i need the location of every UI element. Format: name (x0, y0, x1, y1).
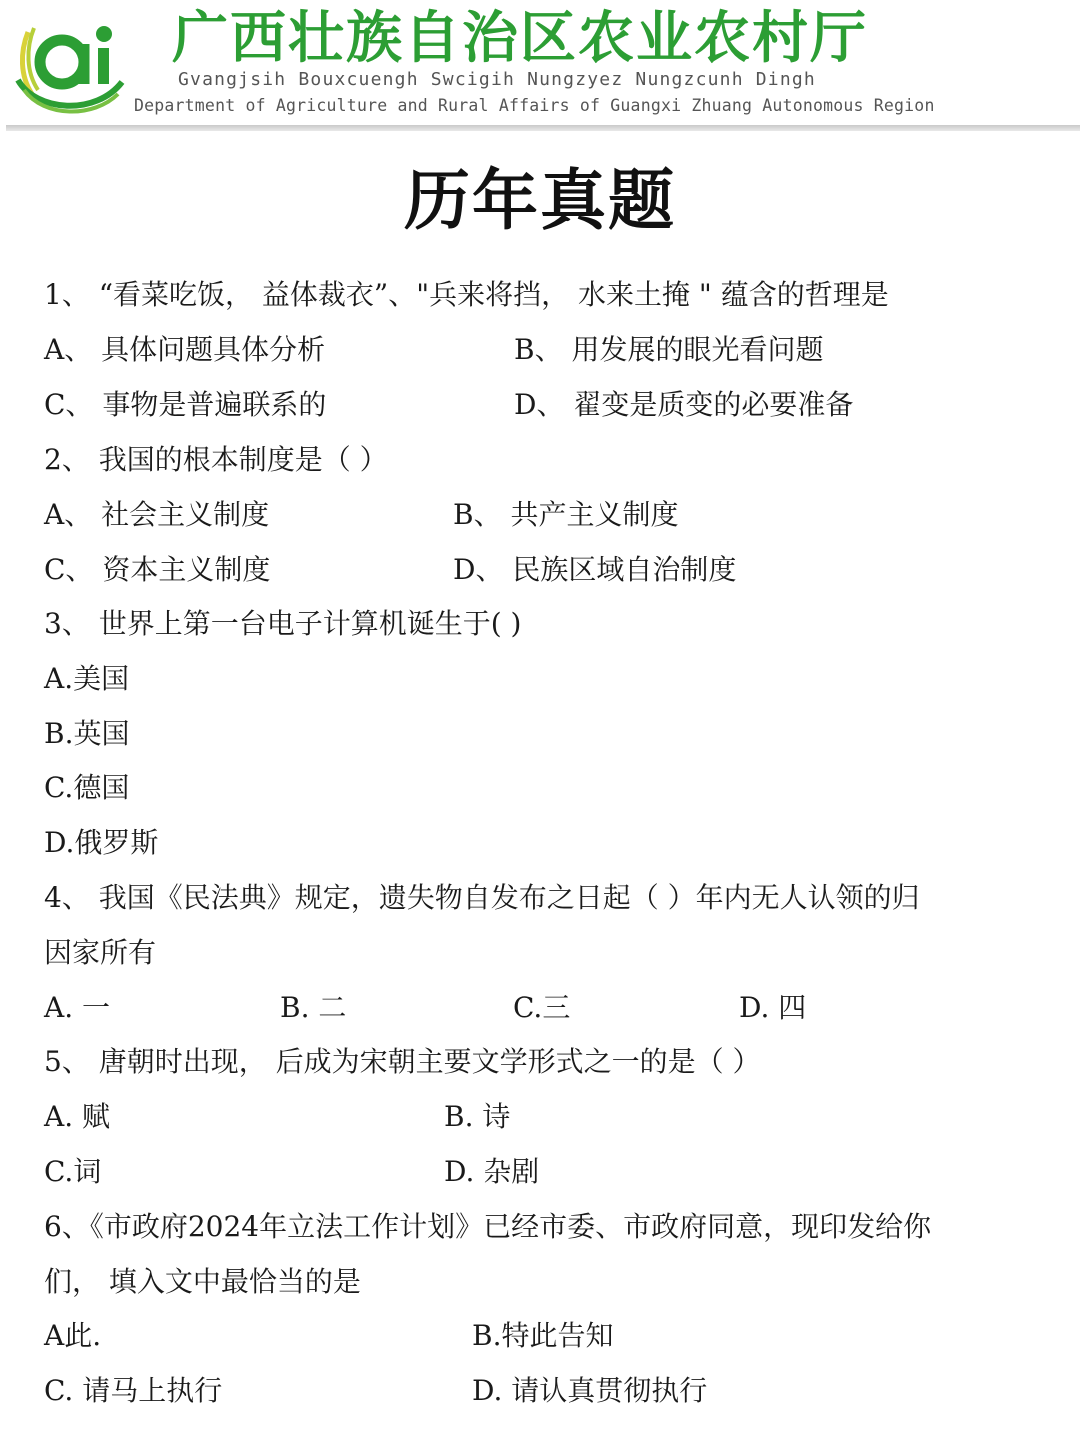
org-name-chinese: 广西壮族自治区农业农村厅 (172, 6, 868, 71)
header-divider (6, 125, 1080, 131)
question-6-text-continued: 们， 填入文中最恰当的是 (44, 1265, 361, 1298)
question-5-option-b: B. 诗 (444, 1100, 511, 1133)
question-1-text: 1、 “看菜吃饭， 益体裁衣”、"兵来将挡， 水来土掩 " 蕴含的哲理是 (44, 278, 889, 311)
question-2-option-b: B、 共产主义制度 (453, 498, 679, 531)
question-2-text: 2、 我国的根本制度是（ ） (44, 443, 388, 476)
org-name-zhuang: Gvangjsih Bouxcuengh Swcigih Nungzyez Nungzcunh Dingh (178, 69, 816, 90)
page-title: 历年真题 (404, 161, 676, 239)
question-2-option-d: D、 民族区域自治制度 (453, 553, 737, 586)
question-4-text-continued: 因家所有 (44, 936, 157, 969)
question-5-option-a: A. 赋 (44, 1100, 111, 1133)
question-5-text: 5、 唐朝时出现， 后成为宋朝主要文学形式之一的是（ ） (44, 1045, 761, 1078)
question-4-text: 4、 我国《民法典》规定，遗失物自发布之日起（ ）年内无人认领的归 (44, 881, 920, 914)
question-1-option-c: C、 事物是普遍联系的 (44, 388, 327, 421)
question-6-option-b: B.特此告知 (472, 1319, 614, 1352)
question-4-option-d: D. 四 (739, 991, 807, 1024)
question-3-option-c: C.德国 (44, 771, 130, 804)
question-4-option-a: A. 一 (44, 991, 111, 1024)
question-2-option-a: A、 社会主义制度 (44, 498, 270, 531)
question-3-text: 3、 世界上第一台电子计算机诞生于( ) (44, 607, 522, 640)
question-2-option-c: C、 资本主义制度 (44, 553, 271, 586)
question-4-option-c: C.三 (513, 991, 571, 1024)
question-3-option-b: B.英国 (44, 717, 130, 750)
question-5-option-d: D. 杂剧 (444, 1155, 540, 1188)
question-6-option-a: A此. (44, 1319, 102, 1352)
question-1-option-a: A、 具体问题具体分析 (44, 333, 326, 366)
question-6-option-c: C. 请马上执行 (44, 1374, 223, 1407)
question-4-option-b: B. 二 (280, 991, 347, 1024)
site-header (0, 0, 1080, 128)
question-6-option-d: D. 请认真贯彻执行 (472, 1374, 708, 1407)
department-logo-icon (14, 10, 126, 116)
question-3-option-a: A.美国 (44, 662, 130, 695)
question-1-option-d: D、 翟变是质变的必要准备 (514, 388, 854, 421)
org-name-english: Department of Agriculture and Rural Affairs of Guangxi Zhuang Autonomous Region (134, 96, 935, 115)
question-6-text: 6、《市政府2024年立法工作计划》已经市委、市政府同意，现印发给你 (44, 1210, 932, 1243)
question-5-option-c: C.词 (44, 1155, 102, 1188)
question-3-option-d: D.俄罗斯 (44, 826, 159, 859)
question-1-option-b: B、 用发展的眼光看问题 (514, 333, 824, 366)
